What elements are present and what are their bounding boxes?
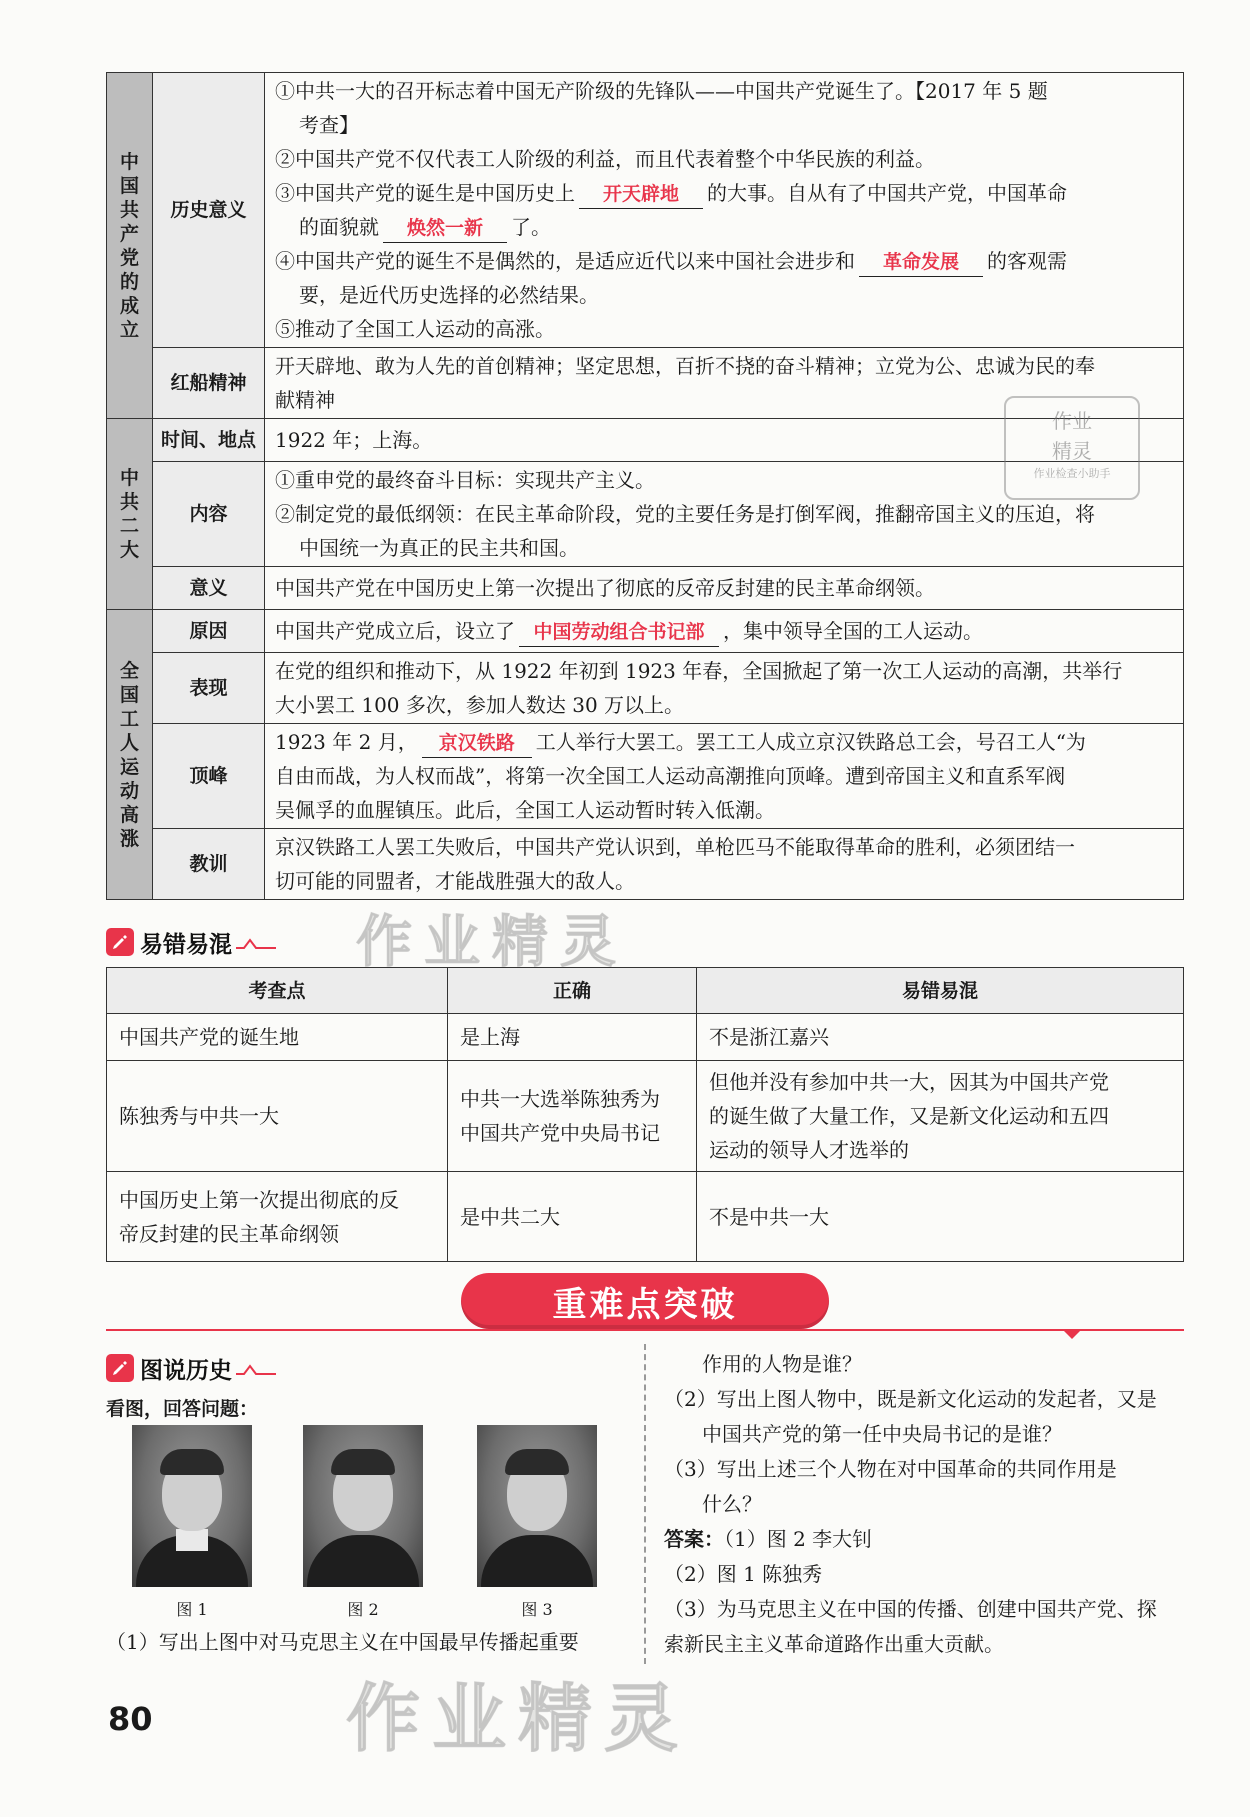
- instruction: 看图，回答问题：: [106, 1398, 259, 1420]
- cell-correct: 是中共二大: [448, 1172, 697, 1262]
- cell-wrong: 但他并没有参加中共一大，因其为中国共产党 的诞生做了大量工作，又是新文化运动和五四 运动的领导人才选举的: [697, 1061, 1184, 1172]
- page-number: 80: [108, 1700, 153, 1738]
- table-row: [107, 1061, 1184, 1172]
- cell-wrong: 不是浙江嘉兴: [697, 1014, 1184, 1061]
- red-boat-spirit-content: 开天辟地、敢为人先的首创精神；坚定思想，百折不挠的奋斗精神；立党为公、忠诚为民的奉 献精神: [265, 348, 1184, 419]
- table-row: [107, 1014, 1184, 1061]
- cell-wrong: 不是中共一大: [697, 1172, 1184, 1262]
- watermark-text: 作业精灵: [356, 910, 628, 975]
- answer-blank: 中国劳动组合书记部: [533, 621, 705, 643]
- photo-caption: 图 1: [176, 1600, 208, 1619]
- table-row: [107, 829, 1184, 900]
- table-row: [107, 724, 1184, 829]
- significance-content: ①中共一大的召开标志着中国无产阶级的先锋队——中国共产党诞生了。【2017 年 5 题 考查】 ②中国共产党不仅代表工人阶级的利益，而且代表着整个中华民族的利益。 ③中国共产党的诞生是中国历史上 开天辟地 的大事。自从有了中国共产党，中国革命 的面貌就 焕然一新 了。 ④中国共产党的诞生不是偶然的，是适应近代以来中国社会进步和 革命发展 的客观需 要，是近代历史选择的必然结果。 ⑤推动了全国工人运动的高涨。: [265, 73, 1184, 348]
- label-significance: 历史意义: [153, 73, 265, 348]
- table-row: [107, 653, 1184, 724]
- table-header-row: [107, 968, 1184, 1014]
- table-row: [107, 567, 1184, 610]
- answer-blank: 开天辟地: [602, 183, 679, 205]
- photo-caption: 图 3: [521, 1600, 553, 1619]
- performance-content: 在党的组织和推动下，从 1922 年初到 1923 年春，全国掀起了第一次工人运动的高潮，共举行 大小罢工 100 多次，参加人数达 30 万以上。: [265, 653, 1184, 724]
- label-meaning: 意义: [153, 567, 265, 610]
- answer-blank: 革命发展: [882, 251, 959, 273]
- column-divider: [644, 1344, 646, 1664]
- wave-decoration: [236, 1358, 276, 1378]
- label-lesson: 教训: [153, 829, 265, 900]
- congress-content: ①重申党的最终奋斗目标：实现共产主义。 ②制定党的最低纲领：在民主革命阶段，党的主要任务是打倒军阀，推翻帝国主义的压迫，将 中国统一为真正的民主共和国。: [265, 462, 1184, 567]
- portrait-photo-3: [477, 1425, 597, 1587]
- table-row: [107, 1172, 1184, 1262]
- answer-blank: 京汉铁路: [438, 732, 515, 754]
- reason-content: 中国共产党成立后，设立了 中国劳动组合书记部 ，集中领导全国的工人运动。: [265, 610, 1184, 653]
- section-second-congress: 中共二大: [107, 419, 153, 610]
- cell-point: 中国共产党的诞生地: [107, 1014, 448, 1061]
- section-cpc-founding: 中国共产党的成立: [107, 73, 153, 419]
- column-header: 易错易混: [697, 968, 1184, 1014]
- questions-answers: 作用的人物是谁？ （2）写出上图人物中，既是新文化运动的发起者，又是 中国共产党的第一任中央局书记的是谁？ （3）写出上述三个人物在对中国革命的共同作用是 什么？ 答案：（1）图 2 李大钊 （2）图 1 陈独秀 （3）为马克思主义在中国的传播、创建中国共产党、探 索新民主主义革命道路作出重大贡献。: [664, 1352, 1157, 1656]
- pencil-icon: [106, 1354, 134, 1382]
- portrait-photo-1: [132, 1425, 252, 1587]
- photo-caption: 图 2: [347, 1600, 379, 1619]
- confusion-heading: 易错易混: [106, 927, 276, 957]
- question-1: （1）写出上图中对马克思主义在中国最早传播起重要: [106, 1630, 579, 1654]
- cell-point: 陈独秀与中共一大: [107, 1061, 448, 1172]
- wave-decoration: [236, 932, 276, 952]
- portrait-photo-2: [303, 1425, 423, 1587]
- banner-tick: [1063, 1330, 1081, 1339]
- banner-rule: [106, 1329, 1184, 1331]
- label-performance: 表现: [153, 653, 265, 724]
- meaning-content: 中国共产党在中国历史上第一次提出了彻底的反帝反封建的民主革命纲领。: [265, 567, 1184, 610]
- label-red-boat-spirit: 红船精神: [153, 348, 265, 419]
- time-place-content: 1922 年；上海。: [265, 419, 1184, 462]
- column-header: 考查点: [107, 968, 448, 1014]
- section-labor-movement: 全国工人运动高涨: [107, 610, 153, 900]
- section-banner: 重难点突破: [461, 1273, 829, 1329]
- table-row: [107, 610, 1184, 653]
- column-header: 正确: [448, 968, 697, 1014]
- watermark-text: 作业精灵: [346, 1676, 690, 1762]
- cell-point: 中国历史上第一次提出彻底的反 帝反封建的民主革命纲领: [107, 1172, 448, 1262]
- answer-blank: 焕然一新: [406, 217, 483, 239]
- watermark-stamp: 作业 精灵 作业检查小助手: [1004, 396, 1140, 500]
- pencil-icon: [106, 928, 134, 956]
- confusion-table: [106, 967, 1184, 1262]
- label-content: 内容: [153, 462, 265, 567]
- table-row: [107, 73, 1184, 348]
- label-reason: 原因: [153, 610, 265, 653]
- label-time-place: 时间、地点: [153, 419, 265, 462]
- cell-correct: 中共一大选举陈独秀为 中国共产党中央局书记: [448, 1061, 697, 1172]
- answer-label: 答案：: [664, 1527, 724, 1551]
- picture-history-heading: 图说历史: [106, 1353, 276, 1383]
- lesson-content: 京汉铁路工人罢工失败后，中国共产党认识到，单枪匹马不能取得革命的胜利，必须团结一 切可能的同盟者，才能战胜强大的敌人。: [265, 829, 1184, 900]
- label-peak: 顶峰: [153, 724, 265, 829]
- peak-content: 1923 年 2 月， 京汉铁路 工人举行大罢工。罢工工人成立京汉铁路总工会，号召工人“为 自由而战，为人权而战”，将第一次全国工人运动高潮推向顶峰。遭到帝国主义和直系军阀 吴佩孚的血腥镇压。此后，全国工人运动暂时转入低潮。: [265, 724, 1184, 829]
- cell-correct: 是上海: [448, 1014, 697, 1061]
